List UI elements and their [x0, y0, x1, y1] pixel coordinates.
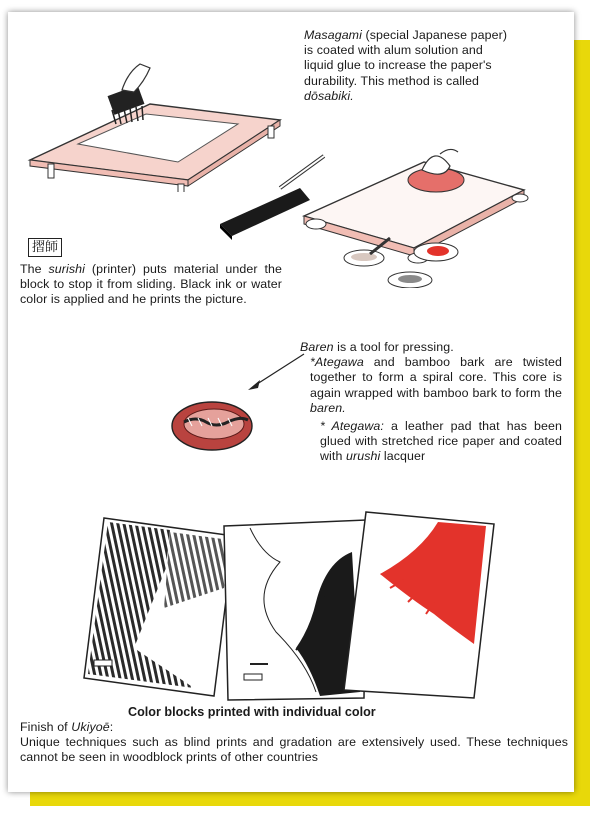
masagami-term: Masagami [304, 28, 362, 42]
dosabiki-line1: (special Japanese paper) [361, 28, 508, 42]
ukiyoe-term: Ukiyoē [71, 720, 110, 734]
dosabiki-line2: is coated with alum solution and [304, 43, 483, 58]
baren-definition: is a tool for pressing. [333, 340, 454, 354]
finish-heading-suffix: : [109, 720, 114, 734]
book-page [8, 12, 574, 792]
printer-intro: The [20, 262, 49, 276]
urushi-term: urushi [345, 449, 381, 464]
surishi-term: surishi [48, 262, 86, 276]
ategawa-note-end: lacquer [380, 449, 426, 464]
printer-text [20, 262, 282, 308]
color-blocks-illustration [74, 498, 514, 704]
baren-illustration [168, 350, 308, 456]
dosabiki-line4: durability. This method is called [304, 73, 480, 88]
baren-term: Baren [300, 340, 334, 354]
dosabiki-term: dōsabiki. [304, 88, 354, 103]
printer-rest: (printer) puts material under the block to stop it from sliding. Black ink or water color is applied and he prints the picture. [20, 262, 282, 307]
ategawa-note-term: * Ategawa: [320, 419, 384, 434]
ategawa-term: *Ategawa [310, 355, 364, 370]
color-blocks-caption: Color blocks printed with individual color [128, 705, 376, 719]
ategawa-note-text: a leather pad that has been glued with stretched rice paper and coated with [320, 419, 562, 464]
finish-body: Unique techniques such as blind prints and gradation are extensively used. These techniques cannot be seen in woodblock prints of other countries [20, 735, 568, 765]
surishi-kanji-label: 摺師 [28, 238, 62, 257]
baren-core-text: and bamboo bark are twisted together to form a spiral core. This core is again wrapped with bamboo bark to form the [310, 355, 562, 400]
finish-heading-prefix: Finish of [20, 720, 72, 734]
dosabiki-text [304, 28, 566, 104]
dosabiki-line3: liquid glue to increase the paper's [304, 58, 492, 73]
baren-term-end: baren. [310, 400, 346, 415]
baren-text [300, 340, 562, 465]
finish-text [20, 720, 568, 766]
